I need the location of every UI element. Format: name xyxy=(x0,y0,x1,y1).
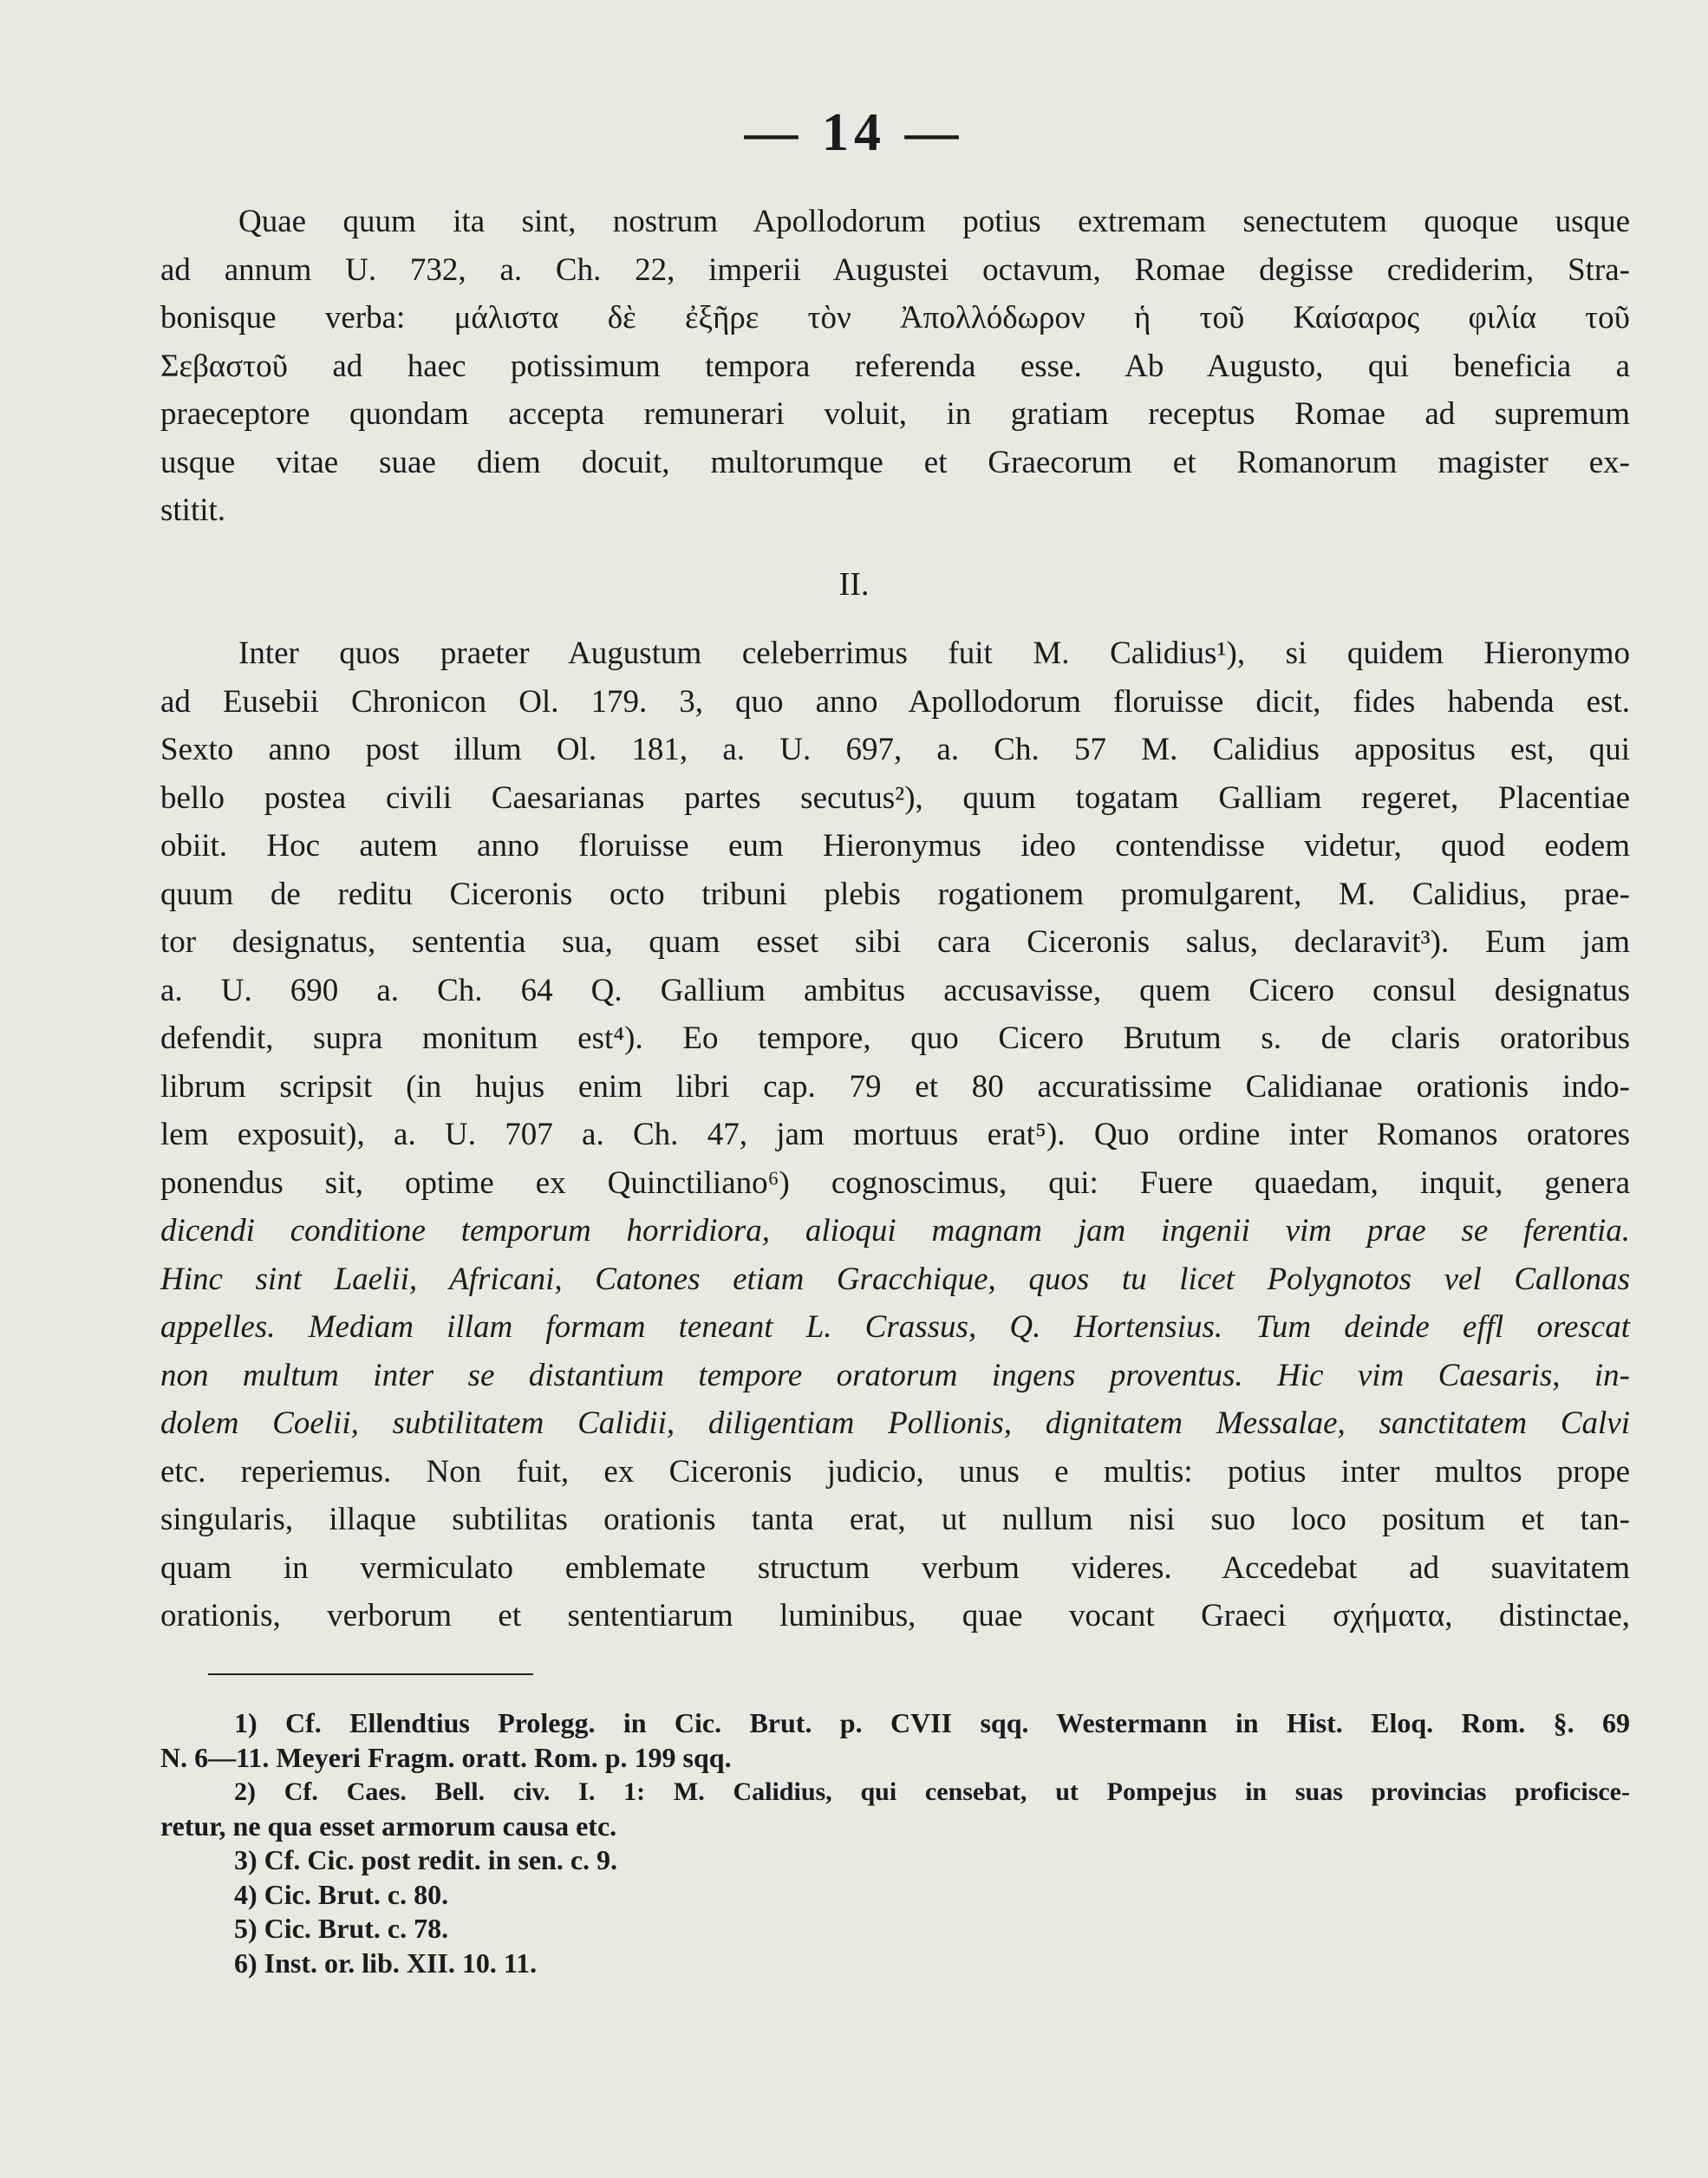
text-line: tor designatus, sententia sua, quam esset sibi cara Ciceronis salus, declaravit³). Eum jam xyxy=(160,924,1630,960)
text-line: obiit. Hoc autem anno floruisse eum Hieronymus ideo contendisse videtur, quod eodem xyxy=(160,828,1630,864)
text-line: quam in vermiculato emblemate structum verbum videres. Accedebat ad suavitatem xyxy=(160,1549,1630,1586)
footnote-line: 4) Cic. Brut. c. 80. xyxy=(234,1878,449,1910)
text-line: lem exposuit), a. U. 707 a. Ch. 47, jam mortuus erat⁵). Quo ordine inter Romanos oratores xyxy=(160,1117,1630,1152)
text-line: ponendus sit, optime ex Quinctiliano⁶) cognoscimus, qui: Fuere quaedam, inquit, genera xyxy=(160,1164,1630,1201)
text-line: librum scripsit (in hujus enim libri cap. 79 et 80 accuratissime Calidianae orationis indo- xyxy=(160,1068,1630,1105)
footnotes xyxy=(160,1706,1630,1980)
text-line: defendit, supra monitum est⁴). Eo tempore, quo Cicero Brutum s. de claris oratoribus xyxy=(160,1021,1630,1056)
footnote-line: 2) Cf. Caes. Bell. civ. I. 1: M. Calidius, qui censebat, ut Pompejus in suas provincias proficisce- xyxy=(234,1777,1630,1806)
footnote-line: 3) Cf. Cic. post redit. in sen. c. 9. xyxy=(234,1844,618,1875)
text-line: dolem Coelii, subtilitatem Calidii, diligentiam Pollionis, dignitatem Messalae, sanctitatem Calvi xyxy=(160,1405,1630,1441)
footnote-line: 5) Cic. Brut. c. 78. xyxy=(234,1913,449,1944)
page-number: — 14 — xyxy=(744,103,964,162)
text-line: usque vitae suae diem docuit, multorumque et Graecorum et Romanorum magister ex- xyxy=(160,444,1630,480)
text-line: Sexto anno post illum Ol. 181, a. U. 697, a. Ch. 57 M. Calidius appositus est, qui xyxy=(160,732,1630,767)
text-line: Inter quos praeter Augustum celeberrimus fuit M. Calidius¹), si quidem Hieronymo xyxy=(238,636,1630,671)
text-line: a. U. 690 a. Ch. 64 Q. Gallium ambitus accusavisse, quem Cicero consul designatus xyxy=(160,972,1630,1008)
section-heading: II. xyxy=(838,566,870,603)
text-line: bonisque verba: μάλιστα δὲ ἐξῆρε τὸν Ἀπολλόδωρον ἡ τοῦ Καίσαρος φιλία τοῦ xyxy=(160,300,1630,336)
footnote-line: retur, ne qua esset armorum causa etc. xyxy=(160,1810,617,1842)
text-line: etc. reperiemus. Non fuit, ex Ciceronis judicio, unus e multis: potius inter multos prope xyxy=(160,1453,1630,1490)
text-line: praeceptore quondam accepta remunerari voluit, in gratiam receptus Romae ad supremum xyxy=(160,396,1630,432)
text-line: Σεβαστοῦ ad haec potissimum tempora referenda esse. Ab Augusto, qui beneficia a xyxy=(160,348,1630,384)
footnote-line: 6) Inst. or. lib. XII. 10. 11. xyxy=(234,1947,538,1979)
text-line: orationis, verborum et sententiarum luminibus, quae vocant Graeci σχήματα, distinctae, xyxy=(160,1598,1630,1634)
text-line: ad Eusebii Chronicon Ol. 179. 3, quo anno Apollodorum floruisse dicit, fides habenda est. xyxy=(160,683,1630,720)
footnote-line: 1) Cf. Ellendtius Prolegg. in Cic. Brut. p. CVII sqq. Westermann in Hist. Eloq. Rom. §. 69 xyxy=(234,1707,1630,1738)
text-line: non multum inter se distantium tempore oratorum ingens proventus. Hic vim Caesaris, in- xyxy=(160,1357,1630,1393)
footnote-separator xyxy=(208,1673,533,1675)
text-line: appelles. Mediam illam formam teneant L. Crassus, Q. Hortensius. Tum deinde effl orescat xyxy=(160,1309,1630,1345)
text-line: bello postea civili Caesarianas partes secutus²), quum togatam Galliam regeret, Placentiae xyxy=(160,779,1630,816)
text-line: ad annum U. 732, a. Ch. 22, imperii Augustei octavum, Romae degisse crediderim, Stra- xyxy=(160,251,1630,288)
text-line: stitit. xyxy=(160,492,226,528)
text-line: Hinc sint Laelii, Africani, Catones etiam Gracchique, quos tu licet Polygnotos vel Callonas xyxy=(160,1261,1630,1297)
main-text-continued xyxy=(160,629,1630,1640)
footnote-line: N. 6—11. Meyeri Fragm. oratt. Rom. p. 199 sqq. xyxy=(160,1741,732,1773)
text-line: quum de reditu Ciceronis octo tribuni plebis rogationem promulgarent, M. Calidius, prae- xyxy=(160,876,1630,912)
text-line: singularis, illaque subtilitas orationis tanta erat, ut nullum nisi suo loco positum et tan- xyxy=(160,1502,1630,1537)
text-line: Quae quum ita sint, nostrum Apollodorum potius extremam senectutem quoque usque xyxy=(238,204,1630,239)
text-line: dicendi conditione temporum horridiora, alioqui magnam jam ingenii vim prae se ferentia. xyxy=(160,1213,1630,1249)
main-text xyxy=(160,198,1630,535)
